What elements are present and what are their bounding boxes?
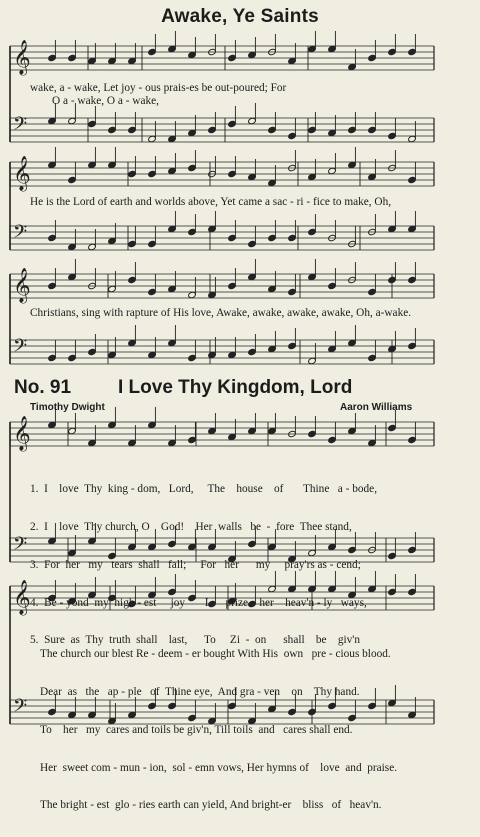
verse-line: Her sweet com - mun - ion, sol - emn vows, Her hymns of love and praise. bbox=[40, 761, 398, 774]
lyric-line: wake, a - wake, Let joy - ous prais-es be out-poured; For bbox=[30, 82, 287, 94]
lyric-line: He is the Lord of earth and worlds above, Yet came a sac - ri - fice to make, Oh, bbox=[30, 196, 392, 208]
bass-clef-icon: 𝄢 bbox=[13, 696, 28, 721]
hymn-title: I Love Thy Kingdom, Lord bbox=[118, 377, 353, 398]
hymn-title: Awake, Ye Saints bbox=[161, 6, 319, 27]
verse-line: 4. Be - yond my high - est joy I prize her heav'n - ly ways, bbox=[30, 596, 367, 609]
verse-line: The bright - est glo - ries earth can yield, And bright-er bliss of heav'n. bbox=[40, 799, 382, 812]
treble-clef-icon: 𝄞 bbox=[13, 416, 31, 451]
verse-line: 2. I love Thy church, O God! Her walls be - fore Thee stand, bbox=[30, 520, 352, 533]
bass-clef-icon: 𝄢 bbox=[13, 114, 28, 139]
verse-line: 3. For her my tears shall fall; For her my pray'rs as - cend; bbox=[30, 558, 361, 571]
verse-block-bottom bbox=[40, 623, 397, 837]
bass-clef-icon: 𝄢 bbox=[13, 336, 28, 361]
verse-line: 1. I love Thy king - dom, Lord, The house of Thine a - bode, bbox=[30, 483, 378, 496]
verse-line: Dear as the ap - ple of Thine eye, And gra - ven on Thy hand. bbox=[40, 685, 360, 698]
author-credit: Timothy Dwight bbox=[30, 402, 105, 413]
bass-clef-icon: 𝄢 bbox=[13, 222, 28, 247]
verse-line: The church our blest Re - deem - er bought With His own pre - cious blood. bbox=[40, 648, 391, 661]
treble-clef-icon: 𝄞 bbox=[13, 156, 31, 191]
lyric-line: O a - wake, O a - wake, bbox=[52, 95, 159, 107]
treble-clef-icon: 𝄞 bbox=[13, 580, 31, 615]
bass-clef-icon: 𝄢 bbox=[13, 534, 28, 559]
treble-clef-icon: 𝄞 bbox=[13, 40, 31, 75]
verse-line: 5. Sure as Thy truth shall last, To Zi - on shall be giv'n bbox=[30, 634, 360, 647]
composer-credit: Aaron Williams bbox=[340, 402, 413, 413]
treble-clef-icon: 𝄞 bbox=[13, 268, 31, 303]
lyric-line: Christians, sing with rapture of His love, Awake, awake, awake, awake, Oh, a-wake. bbox=[30, 307, 412, 319]
verse-line: To her my cares and toils be giv'n, Till toils and cares shall end. bbox=[40, 723, 353, 736]
hymn-number: No. 91 bbox=[14, 377, 72, 398]
